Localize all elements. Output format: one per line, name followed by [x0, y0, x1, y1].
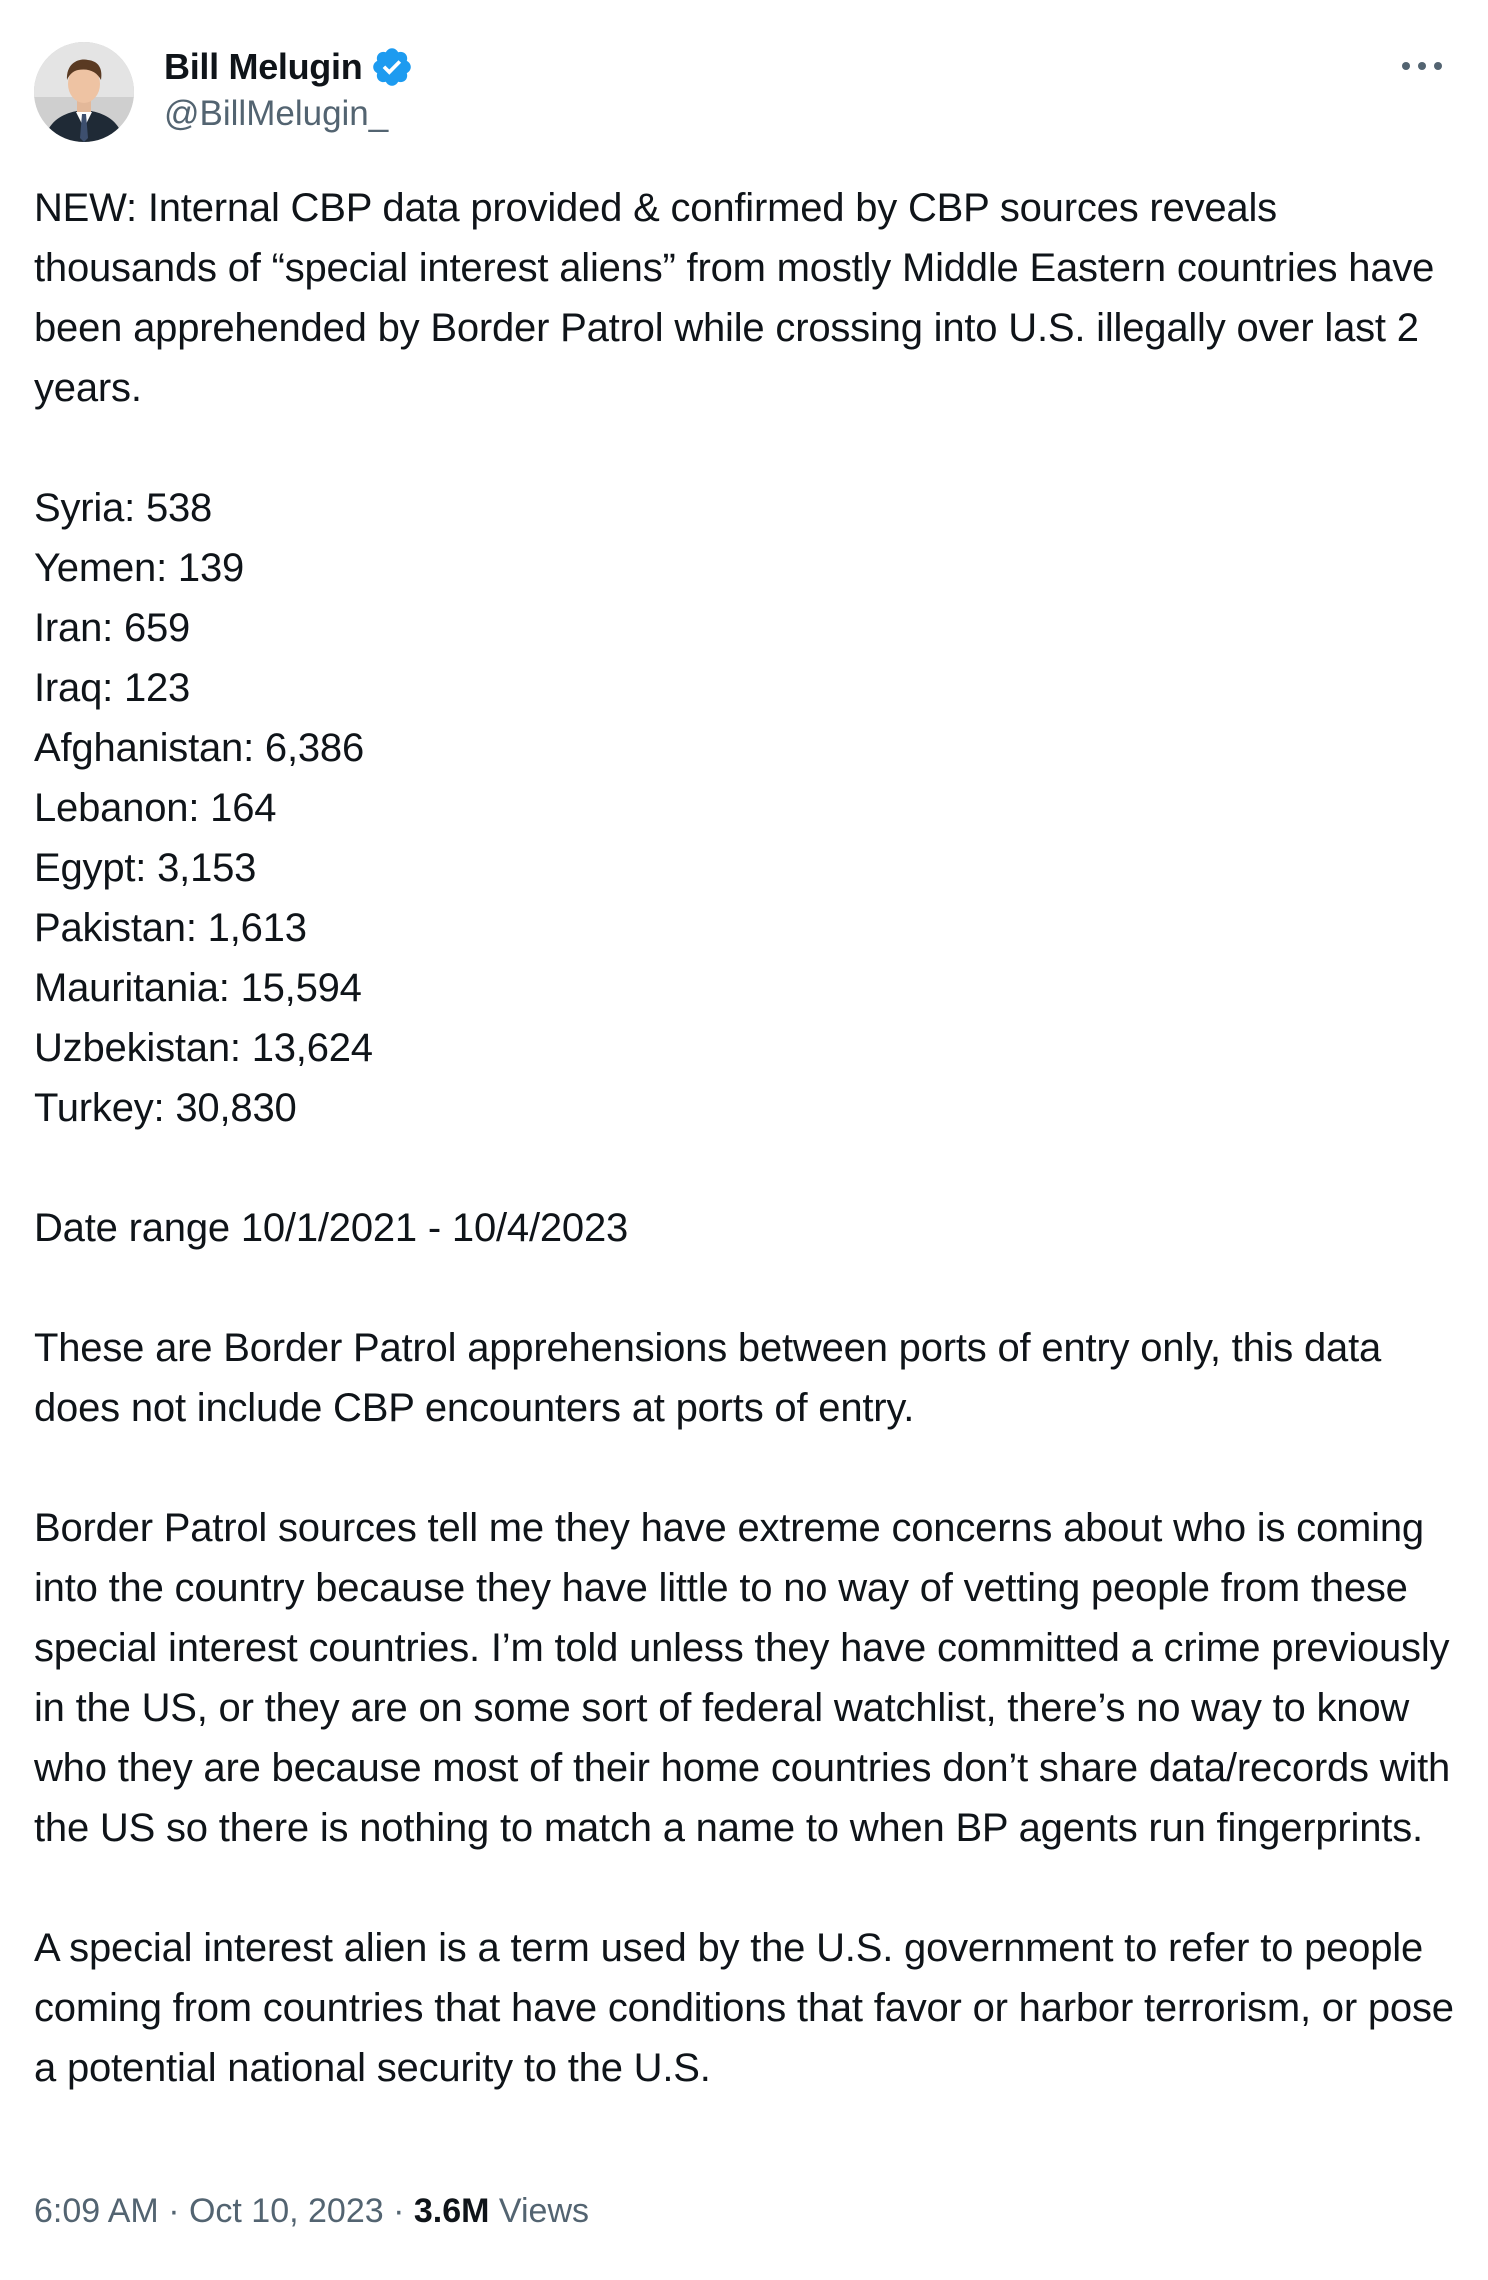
tweet-time[interactable]: 6:09 AM: [34, 2192, 159, 2230]
meta-separator: ·: [158, 2192, 189, 2230]
author-name-row: [164, 42, 414, 92]
views-count: 3.6M: [413, 2192, 490, 2230]
tweet-text: NEW: Internal CBP data provided & confirmed by CBP sources reveals thousands of “special interest aliens” from mostly Middle Eastern countries have been apprehended by Border Patrol while crossing into U.S. illegally over last 2 years. Syria: 538 Yemen: 139 Iran: 659 Iraq: 123 Afghanistan: 6,386 Lebanon: 164 Egypt: 3,153 Pakistan: 1,613 Mauritania: 15,594 Uzbekistan: 13,624 Turkey: 30,830 Date range 10/1/2021 - 10/4/2023 These are Border Patrol apprehensions between ports of entry only, this data does not include CBP encounters at ports of entry. Border Patrol sources tell me they have extreme concerns about who is coming into the country because they have little to no way of vetting people from these special interest countries. I’m told unless they have committed a crime previously in the US, or they are on some sort of federal watchlist, there’s no way to know who they are because most of their home countries don’t share data/records with the US so there is nothing to match a name to when BP agents run fingerprints. A special interest alien is a term used by the U.S. government to refer to people coming from countries that have conditions that favor or harbor terrorism, or pose a potential national security to the U.S.: [34, 186, 1454, 2090]
meta-separator-2: ·: [383, 2192, 414, 2230]
tweet-date[interactable]: Oct 10, 2023: [188, 2192, 384, 2230]
author-block: [164, 42, 414, 134]
tweet-meta: [34, 2192, 589, 2231]
more-options-button[interactable]: [1392, 46, 1452, 86]
author-handle[interactable]: @BillMelugin_: [164, 94, 389, 133]
avatar-photo: [34, 42, 134, 142]
avatar[interactable]: [34, 42, 134, 142]
views-label-spacer: [489, 2192, 498, 2231]
views-label: Views: [498, 2192, 590, 2230]
display-name[interactable]: Bill Melugin: [164, 46, 363, 87]
verified-badge-icon[interactable]: [370, 45, 414, 89]
more-options-icon: [1398, 60, 1446, 72]
